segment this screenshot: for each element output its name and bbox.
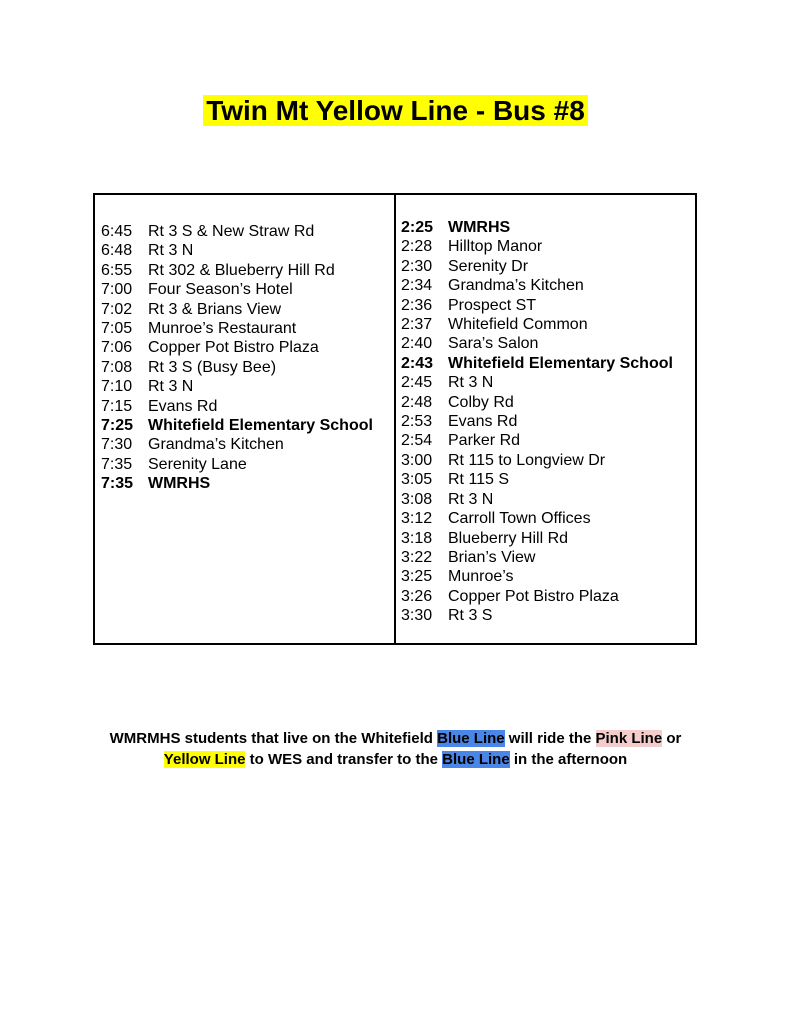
stop-time: 2:48 xyxy=(401,393,433,411)
afternoon-stop-row xyxy=(401,567,695,586)
stop-time: 2:40 xyxy=(401,335,433,353)
morning-stop-row xyxy=(101,300,394,319)
morning-stop-row xyxy=(101,474,394,493)
stop-time: 3:22 xyxy=(401,548,433,566)
stop-name: Rt 3 N xyxy=(148,378,194,396)
morning-stop-row xyxy=(101,222,394,241)
stop-time: 6:55 xyxy=(101,261,133,279)
stop-time: 7:06 xyxy=(101,339,133,357)
stop-time: 7:30 xyxy=(101,436,133,454)
stop-time: 6:48 xyxy=(101,242,133,260)
morning-stop-row xyxy=(101,261,394,280)
afternoon-stop-row xyxy=(401,373,695,392)
stop-name: Parker Rd xyxy=(448,432,521,450)
afternoon-stop-row xyxy=(401,354,695,373)
stop-name: Munroe’s Restaurant xyxy=(148,320,297,338)
afternoon-stop-row xyxy=(401,451,695,470)
stop-time: 2:53 xyxy=(401,413,433,431)
stop-name: Copper Pot Bistro Plaza xyxy=(148,339,319,357)
stop-name: Brian’s View xyxy=(448,548,536,566)
afternoon-stop-row xyxy=(401,431,695,450)
stop-name: Four Season’s Hotel xyxy=(148,281,293,299)
stop-name: Prospect ST xyxy=(448,296,537,314)
afternoon-stop-row xyxy=(401,296,695,315)
page-title-text: Twin Mt Yellow Line - Bus #8 xyxy=(203,95,588,126)
stop-name: Rt 3 N xyxy=(148,242,194,260)
stop-name: Munroe’s xyxy=(448,568,514,586)
stop-time: 7:25 xyxy=(101,417,134,435)
schedule-table xyxy=(93,193,697,645)
afternoon-stop-row xyxy=(401,393,695,412)
stop-name: Colby Rd xyxy=(448,393,514,411)
stop-name: Sara’s Salon xyxy=(448,335,539,353)
stop-name: Rt 115 to Longview Dr xyxy=(448,451,606,469)
afternoon-stop-row xyxy=(401,276,695,295)
stop-time: 2:28 xyxy=(401,238,433,256)
morning-stop-row xyxy=(101,397,394,416)
transfer-note-text: will ride the xyxy=(504,730,596,747)
morning-stop-row xyxy=(101,358,394,377)
stop-name: Grandma’s Kitchen xyxy=(448,277,584,295)
stop-time: 3:12 xyxy=(401,510,433,528)
stop-time: 7:35 xyxy=(101,475,134,493)
stop-name: WMRHS xyxy=(148,475,211,493)
afternoon-stop-row xyxy=(401,529,695,548)
stop-name: Hilltop Manor xyxy=(448,238,543,256)
stop-name: Rt 3 N xyxy=(448,374,494,392)
stop-name: Rt 3 N xyxy=(448,490,494,508)
stop-name: Whitefield Common xyxy=(448,316,588,334)
transfer-note xyxy=(0,728,791,770)
stop-time: 7:10 xyxy=(101,378,133,396)
afternoon-stop-row xyxy=(401,490,695,509)
stop-time: 2:30 xyxy=(401,257,433,275)
stop-time: 3:18 xyxy=(401,529,433,547)
yellow-line-highlight: Yellow Line xyxy=(163,751,246,768)
stop-name: Copper Pot Bistro Plaza xyxy=(448,587,619,605)
stop-time: 2:34 xyxy=(401,277,433,295)
stop-time: 2:37 xyxy=(401,316,433,334)
stop-name: Rt 3 S (Busy Bee) xyxy=(148,358,277,376)
afternoon-stop-row xyxy=(401,548,695,567)
morning-stop-row xyxy=(101,319,394,338)
stop-time: 2:25 xyxy=(401,219,434,236)
morning-stop-row xyxy=(101,338,394,357)
stop-time: 2:45 xyxy=(401,374,433,392)
page-title xyxy=(0,93,791,129)
stop-time: 7:05 xyxy=(101,320,133,338)
morning-stop-row xyxy=(101,241,394,260)
transfer-note-line-1 xyxy=(0,728,791,749)
transfer-note-line-2 xyxy=(0,749,791,770)
morning-stop-row xyxy=(101,435,394,454)
stop-name: Grandma’s Kitchen xyxy=(148,436,284,454)
stop-time: 6:45 xyxy=(101,223,133,240)
transfer-note-text: in the afternoon xyxy=(509,751,628,768)
stop-time: 3:30 xyxy=(401,607,433,625)
stop-time: 2:54 xyxy=(401,432,433,450)
afternoon-stop-row xyxy=(401,218,695,237)
afternoon-stop-row xyxy=(401,509,695,528)
morning-stop-row xyxy=(101,280,394,299)
afternoon-stop-row xyxy=(401,257,695,276)
stop-name: Serenity Dr xyxy=(448,257,529,275)
stop-name: Blueberry Hill Rd xyxy=(448,529,569,547)
stop-time: 3:05 xyxy=(401,471,433,489)
blue-line-highlight: Blue Line xyxy=(437,730,505,747)
afternoon-stop-row xyxy=(401,470,695,489)
morning-stop-row xyxy=(101,377,394,396)
stop-name: Rt 3 S & New Straw Rd xyxy=(148,223,315,240)
stop-name: Evans Rd xyxy=(148,397,218,415)
stop-name: Rt 302 & Blueberry Hill Rd xyxy=(148,261,335,279)
stop-name: Rt 3 S xyxy=(448,607,493,625)
stop-time: 7:02 xyxy=(101,300,133,318)
stop-time: 2:43 xyxy=(401,354,434,372)
afternoon-stop-row xyxy=(401,412,695,431)
pink-line-highlight: Pink Line xyxy=(595,730,663,747)
stop-time: 7:15 xyxy=(101,397,133,415)
stop-name: Rt 3 & Brians View xyxy=(148,300,282,318)
stop-name: Rt 115 S xyxy=(448,471,510,489)
stop-name: Serenity Lane xyxy=(148,455,247,473)
morning-schedule-column xyxy=(95,195,396,643)
transfer-note-text: to WES and transfer to the xyxy=(245,751,443,768)
stop-time: 7:35 xyxy=(101,455,133,473)
stop-time: 7:00 xyxy=(101,281,133,299)
blue-line-highlight: Blue Line xyxy=(442,751,510,768)
afternoon-stop-row xyxy=(401,606,695,625)
afternoon-stop-row xyxy=(401,587,695,606)
transfer-note-text: WMRMHS students that live on the Whitefield xyxy=(109,730,438,747)
afternoon-stop-row xyxy=(401,237,695,256)
transfer-note-text: or xyxy=(662,730,682,747)
stop-time: 3:00 xyxy=(401,451,433,469)
stop-time: 7:08 xyxy=(101,358,133,376)
stop-name: Carroll Town Offices xyxy=(448,510,591,528)
stop-name: Whitefield Elementary School xyxy=(448,354,673,372)
stop-time: 3:25 xyxy=(401,568,433,586)
stop-time: 3:26 xyxy=(401,587,433,605)
afternoon-schedule-column xyxy=(396,195,695,643)
stop-time: 3:08 xyxy=(401,490,433,508)
afternoon-stop-row xyxy=(401,334,695,353)
morning-stop-row xyxy=(101,455,394,474)
morning-stop-row xyxy=(101,416,394,435)
stop-time: 2:36 xyxy=(401,296,433,314)
stop-name: WMRHS xyxy=(448,219,511,236)
stop-name: Whitefield Elementary School xyxy=(148,417,373,435)
afternoon-stop-row xyxy=(401,315,695,334)
stop-name: Evans Rd xyxy=(448,413,518,431)
